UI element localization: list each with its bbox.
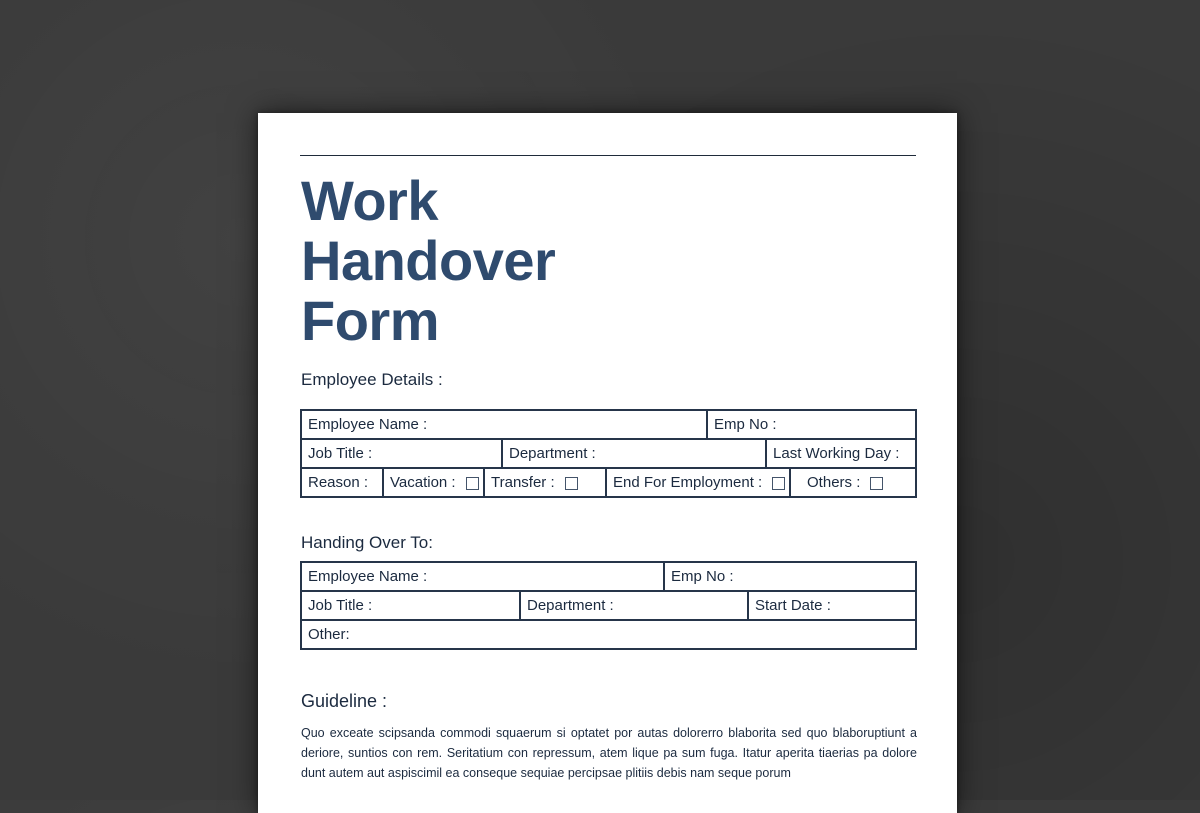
last-working-day-label: Last Working Day : — [773, 445, 900, 462]
employee-name-field[interactable] — [301, 410, 707, 439]
transfer-checkbox[interactable] — [565, 477, 578, 490]
reason-cell — [301, 468, 383, 497]
others-checkbox[interactable] — [870, 477, 883, 490]
title-line-2: Handover — [301, 229, 556, 292]
handover-employee-name-label: Employee Name : — [308, 568, 428, 585]
handover-job-title-field[interactable] — [301, 591, 520, 620]
form-title — [301, 171, 555, 351]
others-label: Others : — [807, 474, 861, 491]
handover-department-field[interactable] — [520, 591, 748, 620]
vacation-label: Vacation : — [390, 474, 456, 491]
handover-department-label: Department : — [527, 597, 614, 614]
handover-start-date-label: Start Date : — [755, 597, 831, 614]
title-line-1: Work — [301, 169, 438, 232]
handing-over-heading: Handing Over To: — [301, 533, 433, 552]
handover-start-date-field[interactable] — [748, 591, 916, 620]
reason-vacation[interactable] — [383, 468, 484, 497]
reason-label: Reason : — [308, 474, 369, 491]
handover-employee-name-field[interactable] — [301, 562, 664, 591]
transfer-label: Transfer : — [491, 474, 555, 491]
top-divider — [300, 155, 916, 156]
handover-job-title-label: Job Title : — [308, 597, 373, 614]
job-title-label: Job Title : — [308, 445, 373, 462]
vacation-checkbox[interactable] — [466, 477, 479, 490]
employee-name-label: Employee Name : — [308, 416, 428, 433]
emp-no-label: Emp No : — [714, 416, 777, 433]
handover-other-field[interactable] — [301, 620, 916, 649]
reason-end-for-employment[interactable] — [606, 468, 790, 497]
emp-no-field[interactable] — [707, 410, 916, 439]
handing-over-table — [300, 561, 917, 650]
employee-details-heading: Employee Details : — [301, 370, 443, 389]
form-paper — [258, 113, 957, 813]
handover-other-label: Other: — [308, 626, 350, 643]
department-label: Department : — [509, 445, 596, 462]
reason-others[interactable] — [790, 468, 916, 497]
job-title-field[interactable] — [301, 439, 502, 468]
end-for-employment-label: End For Employment : — [613, 474, 763, 491]
last-working-day-field[interactable] — [766, 439, 916, 468]
department-field[interactable] — [502, 439, 766, 468]
guideline-heading: Guideline : — [301, 691, 388, 711]
reason-transfer[interactable] — [484, 468, 606, 497]
title-line-3: Form — [301, 289, 439, 352]
handover-emp-no-label: Emp No : — [671, 568, 734, 585]
handover-emp-no-field[interactable] — [664, 562, 916, 591]
end-for-employment-checkbox[interactable] — [772, 477, 785, 490]
employee-details-table — [300, 409, 917, 498]
guideline-text: Quo exceate scipsanda commodi squaerum si optatet por autas dolorerro blaborita sed quo blaboruptiunt a deriore, suntios con rem. Seritatium con repressum, atem lique pa sum fuga. Itatur aperita tiaerias pa dolore dunt autem aut aspiscimil ea conseque sequiae percipsae plitiis debis nam seque porum — [301, 726, 917, 780]
